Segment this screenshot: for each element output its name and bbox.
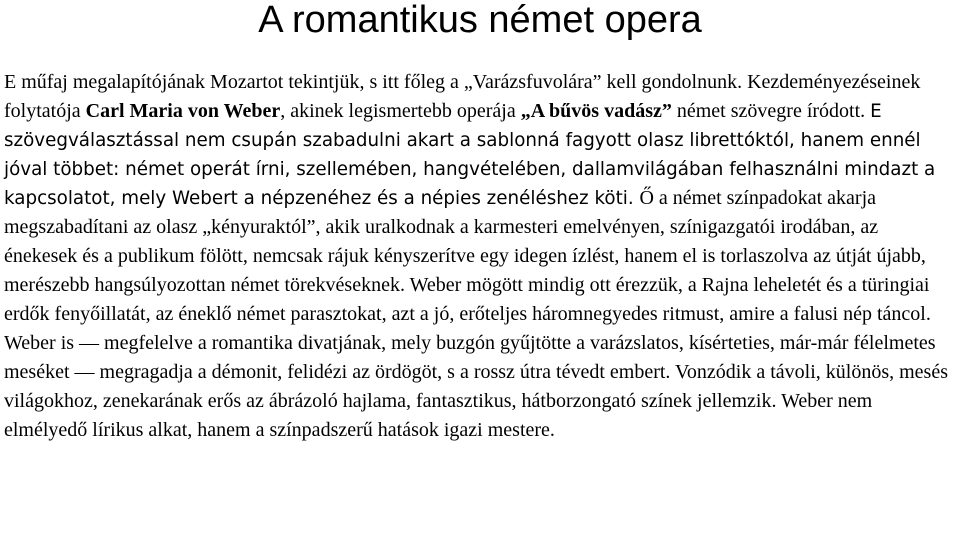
text-segment-main: Ő a német színpadokat akarja megszabadítani az olasz „kényuraktól”, akik uralkodnak a karmesteri emelvényen, színigazgatói irodában, az énekesek és a publikum fölött, nemcsak rájuk kényszerítve egy idegen ízlést, hanem el is torlaszolva az útját újabb, merészebb hangsúlyozottan német törekvéseknek. Weber mögött mindig ott érezzük, a Rajna leheletét és a türingiai erdők fenyőillatát, az éneklő német parasztokat, azt a jó, erőteljes háromnegyedes ritmust, amire a falusi nép táncol. Weber is ― megfelelve a romantika divatjának, mely buzgón gyűjtötte a varázslatos, kísérteties, már-már félelmetes meséket ― megragadja a démonit, felidézi az ördögöt, s a rossz útra tévedt embert. Vonzódik a távoli, különös, mesés világokhoz, zenekarának erős az ábrázoló hajlama, fantasztikus, hátborzongató színek jellemzik. Weber nem elmélyedő lírikus alkat, hanem a színpadszerű hatások igazi mestere. [4,187,948,441]
page-title: A romantikus német opera [258,0,702,41]
body-paragraph [4,68,952,445]
composer-name: Carl Maria von Weber [85,100,281,122]
text-segment-opera-intro: , akinek legismertebb operája [280,100,521,122]
text-segment-libretto: E szövegválasztással nem csupán szabadulni akart a sablonná fagyott olasz librettóktól, hanem ennél jóval többet: német operát írni, szellemében, hangvételében, dallamvilágában felhasználni mindazt a kapcsolatot, mely Webert a népzenéhez és a népies zenéléshez köti. [4,101,936,209]
text-segment-language: német szövegre íródott. [671,100,871,122]
text-segment-intro: E műfaj megalapítójának Mozartot tekintjük, s itt főleg a „Varázsfuvolára” kell gondolnunk. Kezdeményezéseinek folytatója [4,71,921,122]
opera-title: „A bűvös vadász” [520,100,672,122]
